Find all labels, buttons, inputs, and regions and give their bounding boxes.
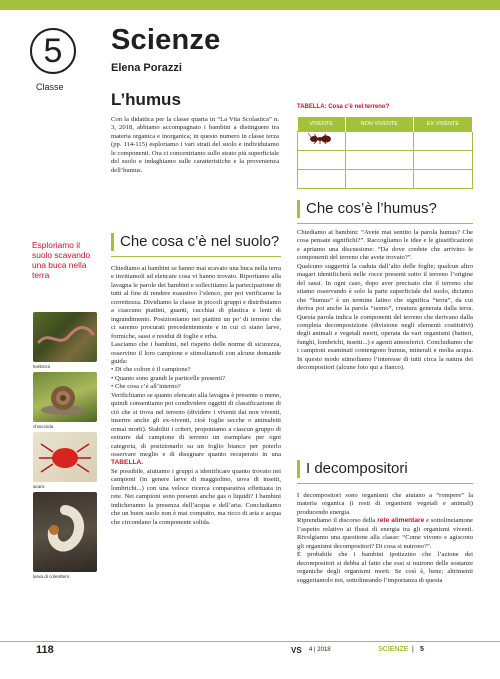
- table-header-non-vivente: NON VIVENTE: [345, 117, 413, 131]
- footer-section-name: SCIENZE: [378, 646, 409, 653]
- section-heading-suolo: Che cosa c’è nel suolo?: [111, 233, 279, 251]
- section-body-humus: [297, 229, 473, 373]
- author-name: Elena Porazzi: [111, 62, 182, 74]
- paragraph: Chiediamo ai bambini: “Avete mai sentito la parola humus? Che cosa pensate significhi?”. Raccogliamo le idee e le giustificazioni e apriamo una discussione: “Da dove credete che arrivino le componenti del terreno che avete trovato?”.: [297, 229, 473, 262]
- photo-caption: acaro: [33, 484, 45, 489]
- photo-snail: [33, 372, 97, 422]
- paragraph: È probabile che i bambini ipotizzino che l’azione dei decompositori si debba al fatto che essi si nutrono delle sostanze organiche degli organismi morti. Se così è, bene; altrimenti suggeriamolo noi, sottolineando l’importanza di questa: [297, 551, 473, 584]
- page-number: 118: [36, 644, 54, 656]
- table-cell: [298, 169, 346, 188]
- photo-earthworm: [33, 312, 97, 362]
- bullet-item: • Che cosa c’è all’interno?: [111, 383, 181, 391]
- photo-caption: lombrico: [33, 364, 51, 369]
- bullet-item: • Di che colore è il campione?: [111, 366, 191, 374]
- paragraph-text: Riprendiamo il discorso della: [297, 517, 376, 525]
- section-divider: [111, 256, 281, 257]
- paragraph: I decompositori sono organismi che aiutano a “rompere” la materia organica (i resti di organismi vegetali e animali) producendo energia.: [297, 492, 473, 516]
- mite-icon: [33, 432, 97, 482]
- section-heading-decompositori: I decompositori: [297, 460, 408, 478]
- table-row: [298, 169, 473, 188]
- table-cell: [413, 131, 472, 150]
- sidebar-note: Esploriamo il suolo scavando una buca nella terra: [32, 240, 91, 280]
- photo-caption: chiocciola: [33, 424, 54, 429]
- snail-icon: [33, 372, 97, 422]
- paragraph: [297, 517, 473, 551]
- table-cell: [298, 150, 346, 169]
- paragraph: [111, 392, 281, 468]
- section-divider: [297, 223, 473, 224]
- table-cell: [345, 169, 413, 188]
- table-header-vivente: VIVENTE: [298, 117, 346, 131]
- subject-title: Scienze: [111, 24, 221, 56]
- magazine-issue: 4 | 2018: [309, 647, 331, 653]
- top-accent-band: [0, 0, 500, 10]
- photo-mite: [33, 432, 97, 482]
- table-cell: [413, 150, 472, 169]
- photo-beetle-larva: [33, 492, 97, 572]
- section-body-decompositori: [297, 492, 473, 585]
- paragraph: Chiediamo ai bambini se hanno mai scavato una buca nella terra e invitiamoli ad elencare cosa vi hanno trovato. Riportiamo alla lavagna le parole dei bambini e sollecitiamo la partecipazione di tutti al fine di rendere esaustivo l’elenco, per poi verificarne la correttezza. Dividiamo la classe in piccoli gruppi e distribuiamo a ciascuno piattini, guanti, cucchiai di plastica e lenti di ingrandimento. Posizioniamo nei piattini un po’ di terreno che ci saremo procurati precedentemente e in cui ci siano larve, formiche, sassi e residui di foglie e erba.: [111, 265, 281, 340]
- paragraph: Qualcuno suggerirà la caduta dall’alto delle foglie; qualcun altro magari identificherà nelle rocce presenti sotto il terreno l’origine del sassi. In ogni caso, dopo aver precisato che il terreno che stiamo osservando è solo la parte superficiale del suolo, diciamo che “humus” è un termine latino che significa “terra”, da cui deriva poi anche la parola “uomo”, creatura generata dalla terra. Questa parola indica le componenti del terreno che derivano dalla completa decomposizione (divisione negli elementi costitutivi) degli animali e vegetali morti, operata da vari organismi (batteri, funghi, lombrichi, insetti...) e agenti atmosferici. Concludiamo che i campioni esaminati contengono humus, minerali e molta acqua. In questo modo stimoliamo l’interesse di tutti circa la natura dei decompositori (alcune foto qui a fianco).: [297, 262, 473, 372]
- class-number-badge: [30, 28, 76, 74]
- section-body-suolo: [111, 265, 281, 527]
- bullet-item: • Quanto sono grandi le particelle presenti?: [111, 374, 225, 382]
- article-title: L’humus: [111, 90, 181, 109]
- magazine-logo: VS: [291, 646, 302, 655]
- table-row: [298, 131, 473, 150]
- paragraph: Se possibile, aiutiamo i gruppi a identificare quanto trovato nei campioni (in genere larve di maggiolino, uova di insetti, lombrichi...) con una veloce ricerca comparativa effettuata in rete. Nei campioni sono presenti anche gas o liquidi? I bambini indicheranno la presenza dell’acqua e dell’aria. Concludiamo che un buon suolo non è mai compatto, ma ricco di aria e acqua che circondano la componente solida.: [111, 467, 281, 526]
- photo-caption: larva di coleottero: [33, 574, 70, 579]
- table-row: [298, 150, 473, 169]
- table-header-ex-vivente: EX VIVENTE: [413, 117, 472, 131]
- intro-paragraph: Con la didattica per la classe quarta in “La Vita Scolastica” n. 3, 2018, abbiamo accompagnato i bambini a distinguere tra materia organica e inorganica; in questo numero in classe terza (pp. 114-115) esploriamo i vari strati del suolo e individuiamo le componenti. Ora ci concentriamo sullo strato più superficiale del suolo e indaghiamo sulle caratteristiche e la provenienza dell’humus.: [111, 116, 279, 174]
- section-heading-humus: Che cos’è l’humus?: [297, 200, 437, 218]
- footer-divider: [0, 641, 500, 642]
- paragraph: Lasciamo che i bambini, nel rispetto delle norme di sicurezza, osservino il loro campione e stimoliamoli con alcune domande guida:: [111, 341, 281, 365]
- paragraph-text: Verifichiamo se quanto elencato alla lavagna è presente o meno, quindi consentiamo poi condividere oggetti di classificazione di ciò che si trova nel terreno (dividere i viventi dai non viventi, inserire anche gli ex-viventi, cioè foglie secche o animaletti ormai morti). Stabiliti i criteri, proponiamo a ciascun gruppo di estrarre dal campione di terreno un esemplare per ogni categoria, di posizionarlo su un foglio bianco per poterlo osservare meglio e di disegnare quanto recuperato in una: [111, 391, 281, 458]
- class-number: 5: [43, 31, 63, 70]
- class-label: Classe: [36, 82, 64, 92]
- highlight-table-word: TABELLA.: [111, 459, 144, 467]
- table-cell: [413, 169, 472, 188]
- terrain-table: [297, 117, 473, 189]
- paragraph-text: e sottolineiamone l’aspetto relativo ai flussi di energia tra gli organismi viventi. Rivolgiamo una questione alla classe: “Come vivono e agiscono gli organismi decompositori? Di cosa si nutrono?”.: [297, 517, 473, 550]
- section-divider: [297, 483, 473, 484]
- table-cell: [298, 131, 346, 150]
- footer-section-number: 5: [420, 646, 424, 653]
- table-header-row: [298, 117, 473, 131]
- larva-icon: [33, 492, 97, 572]
- table-cell: [345, 131, 413, 150]
- table-title: TABELLA: Cosa c’è nel terreno?: [297, 104, 390, 110]
- highlight-food-web: rete alimentare: [377, 517, 425, 525]
- earthworm-icon: [33, 312, 97, 362]
- footer-separator: |: [412, 646, 414, 653]
- table-cell: [345, 150, 413, 169]
- ant-icon: [308, 133, 334, 145]
